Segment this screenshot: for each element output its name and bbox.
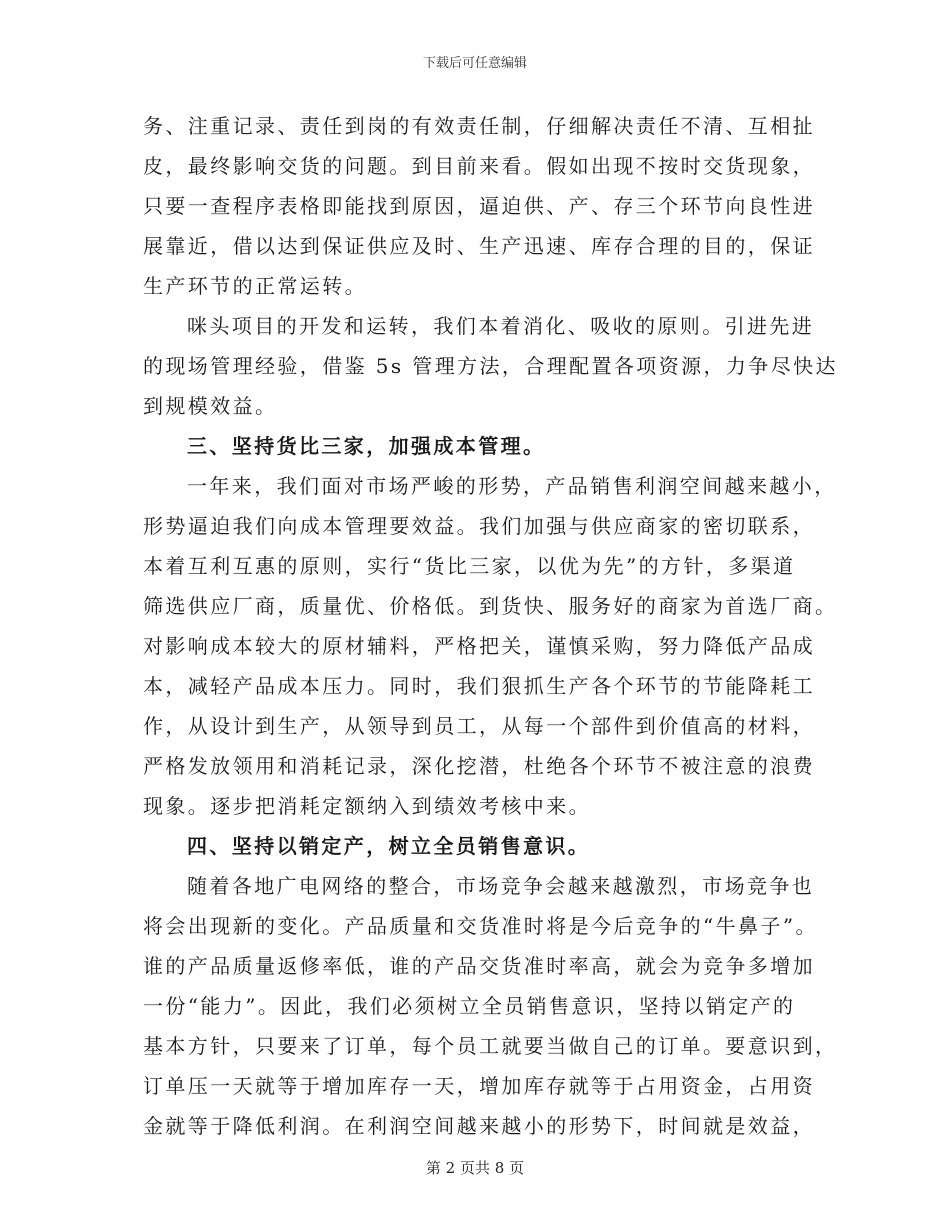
- document-body: [143, 106, 838, 1146]
- text-line: 本着互利互惠的原则，实行“货比三家，以优为先”的方针，多渠道: [143, 554, 796, 578]
- page-footer: 第 2 页共 8 页: [425, 1159, 525, 1177]
- page-header: 下载后可任意编辑: [422, 56, 527, 71]
- text-line: 展靠近，借以达到保证供应及时、生产迅速、库存合理的目的，保证: [143, 234, 815, 258]
- text-line: 严格发放领用和消耗记录，深化挖潜，杜绝各个环节不被注意的浪费: [143, 754, 815, 778]
- text-line: 到规模效益。: [143, 394, 278, 418]
- text-line: 谁的产品质量返修率低，谁的产品交货准时率高，就会为竞争多增加: [143, 954, 815, 978]
- text-line: 将会出现新的变化。产品质量和交货准时将是今后竞争的“牛鼻子”。: [143, 914, 818, 938]
- text-line: 本，减轻产品成本压力。同时，我们狠抓生产各个环节的节能降耗工: [143, 674, 815, 698]
- section-heading: 三、坚持货比三家，加强成本管理。: [187, 434, 546, 458]
- text-line: 筛选供应厂商，质量优、价格低。到货快、服务好的商家为首选厂商。: [143, 594, 838, 618]
- text-line: 皮，最终影响交货的问题。到目前来看。假如出现不按时交货现象，: [143, 154, 815, 178]
- text-line: 只要一查程序表格即能找到原因，逼迫供、产、存三个环节向良性进: [143, 194, 815, 218]
- section-heading: 四、坚持以销定产，树立全员销售意识。: [187, 834, 591, 858]
- text-line: 对影响成本较大的原材辅料，严格把关，谨慎采购，努力降低产品成: [143, 634, 815, 658]
- text-line: 生产环节的正常运转。: [143, 274, 367, 298]
- text-line: 现象。逐步把消耗定额纳入到绩效考核中来。: [143, 794, 591, 818]
- text-line: 作，从设计到生产，从领导到员工，从每一个部件到价值高的材料，: [143, 714, 815, 738]
- text-line: 基本方针，只要来了订单，每个员工就要当做自己的订单。要意识到，: [143, 1034, 838, 1058]
- text-line: 随着各地广电网络的整合，市场竞争会越来越激烈，市场竞争也: [187, 874, 815, 898]
- text-line: 形势逼迫我们向成本管理要效益。我们加强与供应商家的密切联系，: [143, 514, 815, 538]
- text-line: 的现场管理经验，借鉴 5s 管理方法，合理配置各项资源，力争尽快达: [143, 354, 838, 378]
- text-line: 订单压一天就等于增加库存一天，增加库存就等于占用资金，占用资: [143, 1074, 815, 1098]
- text-line: 一年来，我们面对市场严峻的形势，产品销售利润空间越来越小，: [187, 474, 837, 498]
- text-line: 务、注重记录、责任到岗的有效责任制，仔细解决责任不清、互相扯: [143, 114, 815, 138]
- text-line: 金就等于降低利润。在利润空间越来越小的形势下，时间就是效益，: [143, 1114, 815, 1138]
- text-line: 一份“能力”。因此，我们必须树立全员销售意识，坚持以销定产的: [143, 994, 796, 1018]
- text-line: 咪头项目的开发和运转，我们本着消化、吸收的原则。引进先进: [187, 314, 815, 338]
